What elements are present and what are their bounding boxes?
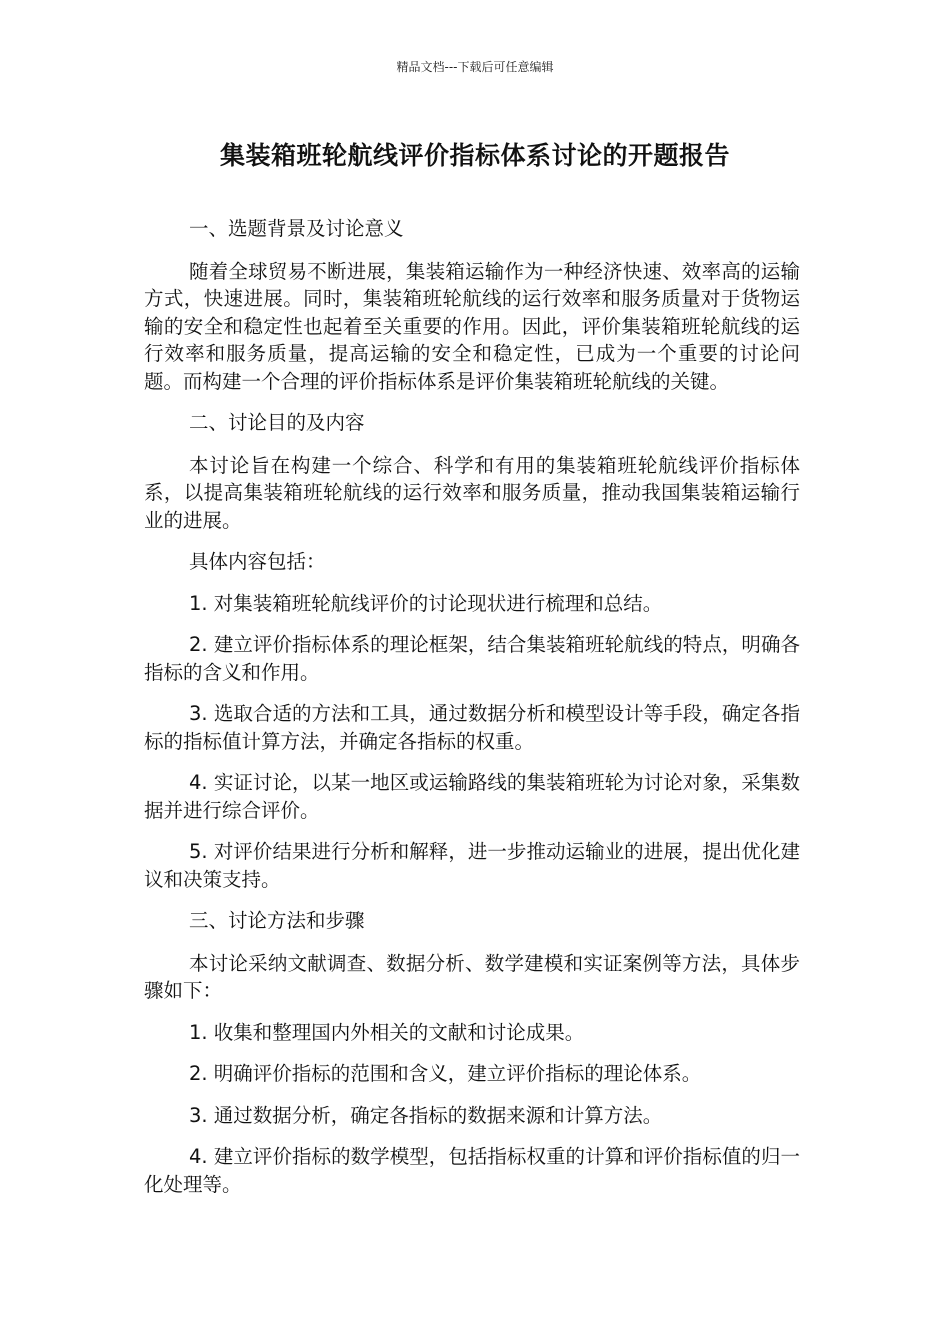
page-title: 集装箱班轮航线评价指标体系讨论的开题报告	[219, 141, 730, 170]
header-note: 精品文档---下载后可任意编辑	[396, 60, 554, 74]
section-heading-background: 一、选题背景及讨论意义	[189, 217, 404, 240]
list-item: 4. 建立评价指标的数学模型，包括指标权重的计算和评价指标值的归一化处理等。	[144, 1145, 800, 1196]
paragraph-content-intro: 具体内容包括：	[189, 550, 326, 573]
document-body	[144, 215, 800, 1212]
section-heading-purpose: 二、讨论目的及内容	[189, 411, 365, 434]
list-item: 2. 建立评价指标体系的理论框架，结合集装箱班轮航线的特点，明确各指标的含义和作用。	[144, 633, 800, 684]
paragraph-purpose: 本讨论旨在构建一个综合、科学和有用的集装箱班轮航线评价指标体系，以提高集装箱班轮航线的运行效率和服务质量，推动我国集装箱运输行业的进展。	[144, 453, 800, 532]
paragraph-background: 随着全球贸易不断进展，集装箱运输作为一种经济快速、效率高的运输方式，快速进展。同时，集装箱班轮航线的运行效率和服务质量对于货物运输的安全和稳定性也起着至关重要的作用。因此，评价集装箱班轮航线的运行效率和服务质量，提高运输的安全和稳定性，已成为一个重要的讨论问题。而构建一个合理的评价指标体系是评价集装箱班轮航线的关键。	[144, 259, 800, 393]
section-heading-methods: 三、讨论方法和步骤	[189, 909, 365, 932]
list-item: 3. 选取合适的方法和工具，通过数据分析和模型设计等手段，确定各指标的指标值计算方法，并确定各指标的权重。	[144, 702, 800, 753]
list-item: 3. 通过数据分析，确定各指标的数据来源和计算方法。	[189, 1103, 663, 1127]
list-item: 1. 对集装箱班轮航线评价的讨论现状进行梳理和总结。	[189, 591, 663, 615]
list-item: 2. 明确评价指标的范围和含义，建立评价指标的理论体系。	[189, 1062, 702, 1085]
list-item: 5. 对评价结果进行分析和解释，进一步推动运输业的进展，提出优化建议和决策支持。	[144, 840, 800, 891]
paragraph-methods: 本讨论采纳文献调查、数据分析、数学建模和实证案例等方法，具体步骤如下：	[144, 951, 800, 1002]
list-item: 4. 实证讨论，以某一地区或运输路线的集装箱班轮为讨论对象，采集数据并进行综合评价。	[144, 771, 800, 822]
list-item: 1. 收集和整理国内外相关的文献和讨论成果。	[189, 1020, 585, 1044]
